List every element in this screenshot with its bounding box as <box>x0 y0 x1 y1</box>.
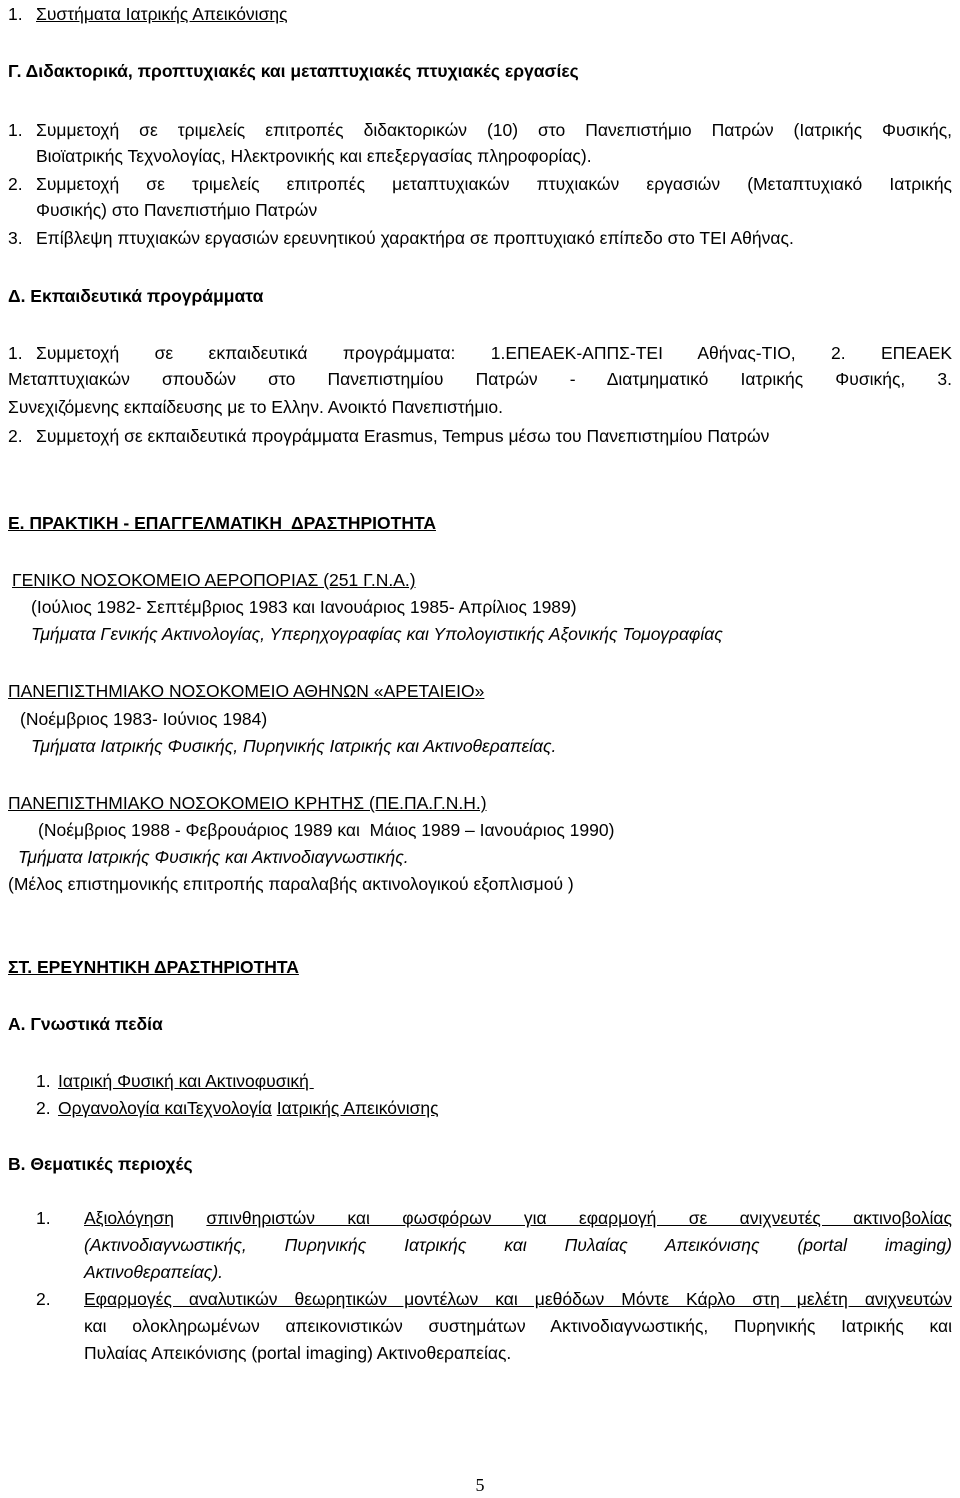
a-item-2-text <box>58 1095 439 1121</box>
top-item-number: 1. <box>8 4 23 24</box>
page-number: 5 <box>475 1475 485 1495</box>
hospital-2-period: (Νοέμβριος 1983- Ιούνιος 1984) <box>20 709 268 729</box>
g-item-1-number: 1. <box>8 120 23 140</box>
d-item-1-line3: Συνεχιζόμενης εκπαίδευσης με το Ελλην. Ανοικτό Πανεπιστήμιο. <box>8 397 503 417</box>
section-st-heading: ΣΤ. ΕΡΕΥΝΗΤΙΚΗ ΔΡΑΣΤΗΡΙΟΤΗΤΑ <box>8 957 299 977</box>
d-item-1-line2: Μεταπτυχιακών σπουδών στο Πανεπιστημίου Πατρών - Διατμηματικό Ιατρικής Φυσικής, 3. <box>8 369 952 389</box>
a-item-2-text-part2: Ιατρικής Απεικόνισης <box>276 1098 439 1118</box>
section-g-heading: Γ. Διδακτορικά, προπτυχιακές και μεταπτυχιακές πτυχιακές εργασίες <box>8 61 579 81</box>
d-item-1-line1: Συμμετοχή σε εκπαιδευτικά προγράμματα: 1.ΕΠΕΑΕΚ-ΑΠΠΣ-ΤΕΙ Αθήνας-ΤΙΟ, 2. ΕΠΕΑΕΚ <box>36 343 952 363</box>
subsection-b-heading: Β. Θεματικές περιοχές <box>8 1154 193 1174</box>
hospital-3-period: (Νοέμβριος 1988 - Φεβρουάριος 1989 και Μάιος 1989 – Ιανουάριος 1990) <box>38 820 615 840</box>
a-item-1-number: 1. <box>36 1071 51 1091</box>
a-item-2-text-part1: Οργανολογία καιΤεχνολογία <box>58 1098 272 1118</box>
section-d-heading: Δ. Εκπαιδευτικά προγράμματα <box>8 286 264 306</box>
g-item-2-number: 2. <box>8 174 23 194</box>
b-item-2-number: 2. <box>36 1289 51 1309</box>
hospital-1-name: ΓΕΝΙΚΟ ΝΟΣΟΚΟΜΕΙΟ ΑΕΡΟΠΟΡΙΑΣ (251 Γ.Ν.Α.) <box>12 570 416 590</box>
d-item-2-text: Συμμετοχή σε εκπαιδευτικά προγράμματα Erasmus, Tempus μέσω του Πανεπιστημίου Πατρών <box>36 426 770 446</box>
hospital-3-note: (Μέλος επιστημονικής επιτροπής παραλαβής ακτινολογικού εξοπλισμού ) <box>8 874 574 894</box>
b-item-1-number: 1. <box>36 1208 51 1228</box>
top-item-text: Συστήματα Ιατρικής Απεικόνισης <box>36 4 288 24</box>
hospital-2-departments: Τμήματα Ιατρικής Φυσικής, Πυρηνικής Ιατρικής και Ακτινοθεραπείας. <box>31 736 557 756</box>
hospital-3-departments: Τμήματα Ιατρικής Φυσικής και Ακτινοδιαγνωστικής. <box>18 847 409 867</box>
b-item-1-line1 <box>84 1205 952 1231</box>
a-item-1-text: Ιατρική Φυσική και Ακτινοφυσική <box>58 1071 314 1091</box>
d-item-1-number: 1. <box>8 343 23 363</box>
section-e-heading: Ε. ΠΡΑΚΤΙΚΗ - ΕΠΑΓΓΕΛΜΑΤΙΚΗ ΔΡΑΣΤΗΡΙΟΤΗΤΑ <box>8 513 436 533</box>
hospital-2-name: ΠΑΝΕΠΙΣΤΗΜΙΑΚΟ ΝΟΣΟΚΟΜΕΙΟ ΑΘΗΝΩΝ «ΑΡΕΤΑΙΕΙΟ» <box>8 681 485 701</box>
hospital-1-departments: Τμήματα Γενικής Ακτινολογίας, Υπερηχογραφίας και Υπολογιστικής Αξονικής Τομογραφίας <box>31 624 723 644</box>
g-item-1-line1: Συμμετοχή σε τριμελείς επιτροπές διδακτορικών (10) στο Πανεπιστήμιο Πατρών (Ιατρικής Φυσικής, <box>36 120 952 140</box>
b-item-2-line1: Εφαρμογές αναλυτικών θεωρητικών μοντέλων και μεθόδων Μόντε Κάρλο στη μελέτη ανιχνευτών <box>84 1289 952 1309</box>
g-item-2-line2: Φυσικής) στο Πανεπιστήμιο Πατρών <box>36 200 318 220</box>
hospital-3-name: ΠΑΝΕΠΙΣΤΗΜΙΑΚΟ ΝΟΣΟΚΟΜΕΙΟ ΚΡΗΤΗΣ (ΠΕ.ΠΑ.Γ.Ν.Η.) <box>8 793 487 813</box>
b-item-1-line2: (Ακτινοδιαγνωστικής, Πυρηνικής Ιατρικής και Πυλαίας Απεικόνισης (portal imaging) <box>84 1235 952 1255</box>
g-item-1-line2: Βιοϊατρικής Τεχνολογίας, Ηλεκτρονικής και επεξεργασίας πληροφορίας). <box>36 146 592 166</box>
g-item-3-text: Επίβλεψη πτυχιακών εργασιών ερευνητικού χαρακτήρα σε προπτυχιακό επίπεδο στο ΤΕΙ Αθήνας. <box>36 228 794 248</box>
b-item-1-underlined: Αξιολόγηση <box>84 1208 175 1228</box>
b-item-1-rest: σπινθηριστών και φωσφόρων για εφαρμογή σε ανιχνευτές ακτινοβολίας <box>206 1208 952 1228</box>
g-item-3-number: 3. <box>8 228 23 248</box>
a-item-2-number: 2. <box>36 1098 51 1118</box>
b-item-2-line3: Πυλαίας Απεικόνισης (portal imaging) Ακτινοθεραπείας. <box>84 1343 512 1363</box>
subsection-a-heading: Α. Γνωστικά πεδία <box>8 1014 163 1034</box>
g-item-2-line1: Συμμετοχή σε τριμελείς επιτροπές μεταπτυχιακών πτυχιακών εργασιών (Μεταπτυχιακό Ιατρικής <box>36 174 952 194</box>
b-item-1-line3: Ακτινοθεραπείας). <box>84 1262 224 1282</box>
d-item-2-number: 2. <box>8 426 23 446</box>
b-item-2-line2: και ολοκληρωμένων απεικονιστικών συστημάτων Ακτινοδιαγνωστικής, Πυρηνικής Ιατρικής και <box>84 1316 952 1336</box>
hospital-1-period: (Ιούλιος 1982- Σεπτέμβριος 1983 και Ιανουάριος 1985- Απρίλιος 1989) <box>31 597 577 617</box>
